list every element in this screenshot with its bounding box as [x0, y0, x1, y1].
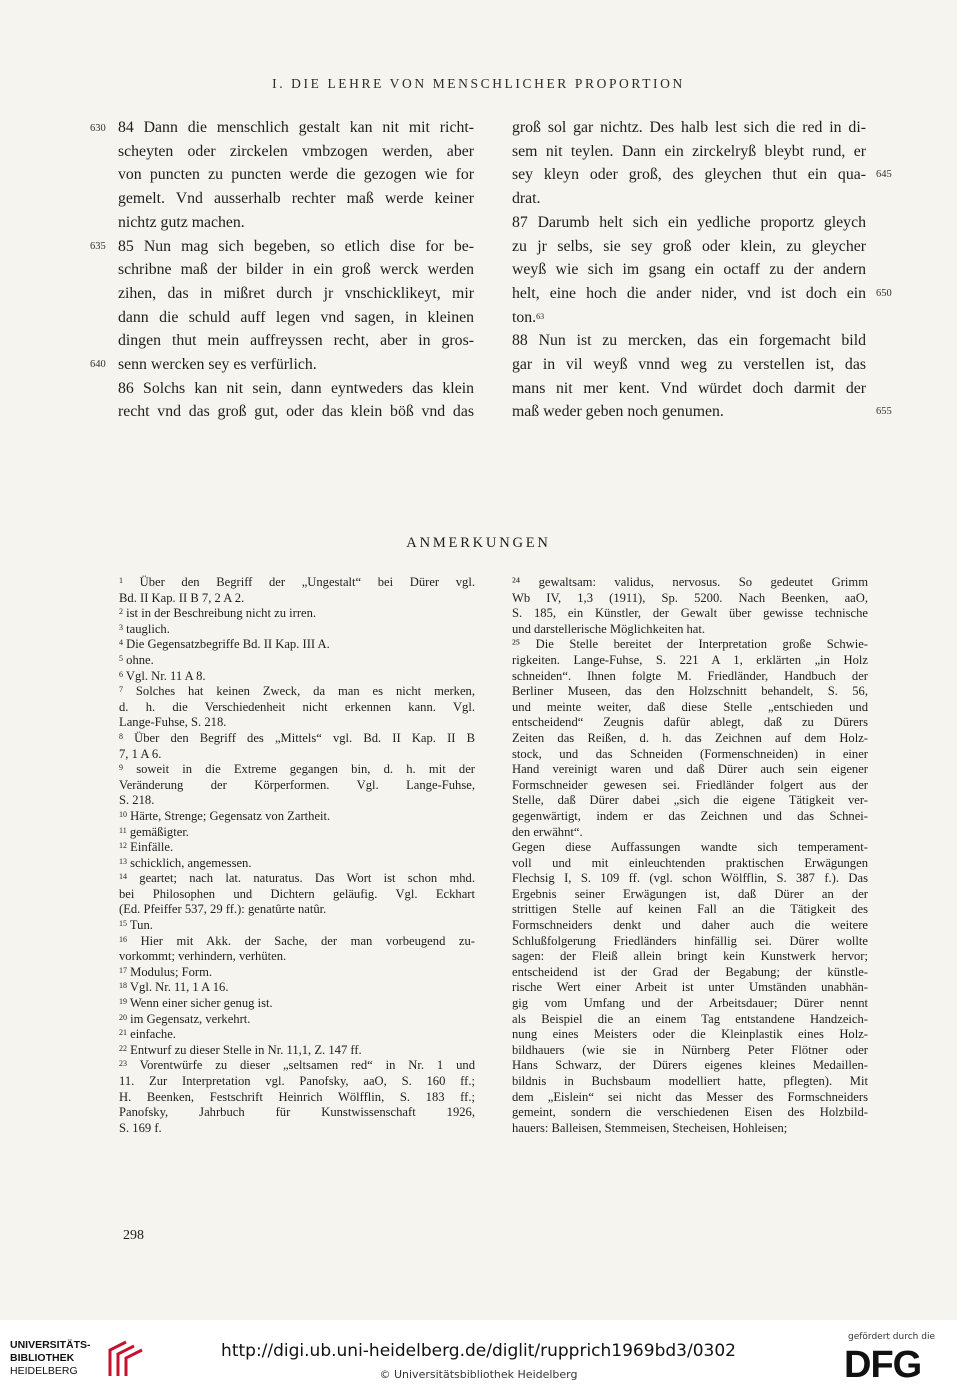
footnote-line: [119, 1090, 475, 1106]
footnote-text: schicklich, angemessen.: [130, 855, 252, 870]
footnote-text: 7, 1 A 6.: [119, 746, 162, 761]
footnote-line: [119, 902, 475, 918]
footnote-line: Ergebnis seiner Erwägungen ist, daß Dürer an der: [512, 886, 868, 901]
footnote-line: [119, 591, 475, 607]
text-line: sey kleyn oder groß, des gleychen thut ein qua-: [512, 166, 866, 184]
footnote-text: ist in der Beschreibung nicht zu irren.: [126, 606, 317, 621]
footnote-number: 17: [119, 965, 127, 975]
footnote-line: [119, 669, 475, 685]
text-line: mans nit mer kent. Vnd würdet doch darmit der: [512, 379, 866, 397]
text-line: helt, eine hoch die ander nider, vnd ist doch ein: [512, 284, 866, 302]
footnote-line: [119, 1105, 475, 1121]
library-name-line1: UNIVERSITÄTS-: [10, 1339, 91, 1351]
footnote-text: gemäßigter.: [129, 824, 189, 839]
footnote-ref-63: 63: [536, 311, 545, 321]
footnote-line: den erwähnt“.: [512, 824, 583, 839]
text-line: maß weder geben noch genumen.: [512, 403, 724, 421]
footnote-text: Tun.: [129, 918, 153, 933]
footnote-text: Lange-Fuhse, S. 218.: [119, 715, 227, 730]
footnote-text: Wenn einer sicher genug ist.: [129, 996, 273, 1011]
footnote-text: soweit in die Extreme gegangen bin, d. h. mit der: [136, 762, 475, 777]
footnote-text: (Ed. Pfeiffer 537, 29 ff.): genatûrte natûr.: [119, 902, 327, 917]
footnote-number: 6: [119, 669, 123, 679]
library-name-line2: BIBLIOTHEK: [10, 1352, 75, 1364]
footnote-text: einfache.: [130, 1027, 176, 1042]
text-line: 85 Nun mag sich begeben, so etlich dise for be-: [118, 237, 474, 255]
footnote-number: 15: [119, 919, 127, 929]
footnote-line: [119, 684, 475, 700]
footnote-line: [119, 762, 475, 778]
footnote-line: Hand vereinigt waren und daß Dürer auch sein eigener: [512, 762, 868, 777]
text-line: gar in vil weyß vnnd weg zu verstellen ist, das: [512, 356, 866, 374]
footnote-line: [119, 731, 475, 747]
footnote-text: Vgl. Nr. 11, 1 A 16.: [129, 980, 229, 995]
footnote-line: dem „Eislein“ sei nicht das Messer des Formschneiders: [512, 1089, 868, 1104]
footnote-line: [119, 809, 475, 825]
footnote-line: [119, 653, 475, 669]
footnote-line: [119, 1043, 475, 1059]
footnote-text: Vorentwürfe zu dieser „seltsamen red“ in Nr. 1 und: [139, 1058, 475, 1073]
footnote-number: 22: [119, 1043, 127, 1053]
footnote-text: bei Philosophen und Dichtern geläufig. Vgl. Eckhart: [119, 886, 475, 901]
footnote-text: Einfälle.: [130, 840, 174, 855]
footnote-text: im Gegensatz, verkehrt.: [130, 1011, 251, 1026]
dfg-logo-text: DFG: [844, 1345, 922, 1381]
text-line: 88 Nun ist zu mercken, das ein forgemacht bild: [512, 332, 866, 350]
footnote-text: tauglich.: [126, 621, 170, 636]
page-number: 298: [123, 1228, 144, 1243]
footnote-line: Gegen diese Auffassungen wandte sich temperament-: [512, 840, 868, 855]
footnote-text: Modulus; Form.: [130, 964, 213, 979]
footnote-line: hauers: Balleisen, Stemmeisen, Stecheisen, Hohleisen;: [512, 1120, 788, 1135]
main-text-left-column: [118, 116, 474, 424]
footnote-text: 11. Zur Interpretation vgl. Panofsky, aaO, S. 160 ff.;: [119, 1074, 475, 1088]
footnote-number: 5: [119, 653, 123, 663]
footnote-line: [119, 856, 475, 872]
footnote-line: [119, 949, 475, 965]
footnote-line: stock, und das Schneiden (Formenschneiden) in einer: [512, 746, 868, 761]
main-text-right-column: [512, 116, 866, 424]
footnote-line: [119, 980, 475, 996]
footnote-text: Panofsky, Jahrbuch für Kunstwissenschaft 1926,: [119, 1105, 475, 1120]
footnote-number: 4: [119, 638, 123, 648]
footnote-line: bildnis in Buchsbaum modelliert hatte, pflegten). Mit: [512, 1074, 868, 1088]
footnote-line: strittigen Stelle auf keinen Fall an die Tätigkeit des: [512, 902, 868, 917]
footnote-line: Berliner Museen, das den Holzschnitt behandelt, S. 56,: [512, 684, 868, 699]
text-line: sem nit teylen. Dann ein zirckelryß bleybt rund, er: [512, 142, 866, 160]
footnote-line: [119, 1027, 475, 1043]
footnote-number: 16: [119, 934, 127, 944]
footnote-line: voll und mit einleuchtenden praktischen Erwägungen: [512, 855, 868, 870]
text-line: zu jr selbs, sie sey groß oder klein, zu gleycher: [512, 237, 866, 255]
footnote-number: 20: [119, 1012, 127, 1022]
text-line: groß sol gar nichtz. Des halb lest sich die red in di-: [512, 119, 866, 136]
footnote-line: gig vom Umfang und der Arbeitsdauer; Dürer nennt: [512, 996, 868, 1011]
footnote-number: 11: [119, 825, 127, 835]
footnote-number: 2: [119, 607, 123, 617]
footnote-line: [119, 1121, 475, 1137]
line-marker-630: 630: [90, 123, 106, 134]
footnote-line: [119, 747, 475, 763]
footnote-text: ohne.: [126, 652, 154, 667]
footnote-line: Schlußfolgerung Friedländers hinfällig sei. Dürer wollte: [512, 933, 868, 948]
footnote-text: Über den Begriff der „Ungestalt“ bei Dürer vgl.: [139, 575, 475, 589]
footnote-number: 9: [119, 763, 123, 773]
notes-left-column: [119, 575, 475, 1136]
footnote-number: 7: [119, 685, 123, 695]
footnote-line: entscheidend“ Zeugnis dafür ablegt, daß zu Dürers: [512, 715, 868, 730]
footnote-number: 12: [119, 841, 127, 851]
footnote-line: [119, 887, 475, 903]
notes-right-column: [512, 575, 868, 1136]
footnote-text: Solches hat keinen Zweck, da man es nicht merken,: [135, 684, 475, 699]
line-marker-635: 635: [90, 241, 106, 252]
dfg-logo: [842, 1345, 944, 1381]
footnote-number: 19: [119, 997, 127, 1007]
footnote-line: gegenwärtigt, indem er das Zeichnen und das Schnei-: [512, 808, 868, 823]
footnote-line: Hans Schwarz, der Dürers eigenes kleines Medaillen-: [512, 1058, 868, 1073]
footnote-line: schneiden“. Ihnen folgte M. Friedländer, Handbuch der: [512, 668, 868, 683]
text-line: dann die schuld auff legen vnd sagen, in kleinen: [118, 308, 474, 326]
text-line: von puncten zu puncten werde die gezogen wie for: [118, 166, 474, 184]
footnote-number: 1: [119, 576, 123, 585]
text-line: 86 Solchs kan nit sein, dann eyntweders das klein: [118, 379, 474, 397]
footnote-text: H. Beenken, Festschrift Heinrich Wölfflin, S. 183 ff.;: [119, 1089, 475, 1104]
footnote-number: 23: [119, 1059, 127, 1069]
footnote-number: 3: [119, 622, 123, 632]
text-line: weyß wie sich im gsang ein octaff zu der andern: [512, 261, 866, 279]
text-line: schribne maß der bilder in ein groß werck werden: [118, 261, 474, 279]
footnote-line: [119, 778, 475, 794]
text-line: senn wercken sey es verfürlich.: [118, 356, 317, 374]
footnote-line: Stelle, daß Dürer dabei „sich die eigene Tätigkeit ver-: [512, 793, 868, 808]
footnote-line: [119, 575, 475, 591]
footnote-line: entscheidend ist der Grad der Begabung; der künstle-: [512, 964, 868, 979]
footnote-number: 13: [119, 856, 127, 866]
footnote-line: Formschneiders denkt und daher auch die weitere: [512, 918, 868, 933]
footnote-line: Wb IV, 1,3 (1911), Sp. 5200. Nach Beenken, aaO,: [512, 590, 868, 605]
footnote-text: Vgl. Nr. 11 A 8.: [125, 668, 206, 683]
footnote-line: [119, 825, 475, 841]
footnote-line: nung eines Meisters oder die Kleinplastik eines Holz-: [512, 1027, 868, 1042]
text-line: zihen, das in mißret durch jr vnschicklikeyt, mir: [118, 284, 474, 302]
line-marker-650: 650: [876, 288, 892, 299]
footnote-line: [119, 1074, 475, 1090]
footnote-text: d. h. die Verschiedenheit nicht erkennen kann. Vgl.: [119, 699, 475, 714]
footnote-text: Härte, Strenge; Gegensatz von Zartheit.: [130, 808, 331, 823]
footnote-line: [119, 1058, 475, 1074]
footnote-line: [119, 965, 475, 981]
footnote-text: Veränderung der Körperformen. Vgl. Lange-Fuhse,: [119, 777, 475, 792]
footnote-line: rigkeiten. Lange-Fuhse, S. 221 A 1, erklärten „in Holz: [512, 652, 868, 667]
footnote-line: [119, 871, 475, 887]
library-name-line3: HEIDELBERG: [10, 1365, 78, 1377]
footnote-line: Formschneider gewesen sei. Friedländer folgert aus der: [512, 777, 868, 792]
text-line: scheyten oder zirckelen vmbzogen werden, aber: [118, 142, 474, 160]
footnote-text: S. 169 f.: [119, 1120, 162, 1135]
line-marker-655: 655: [876, 406, 892, 417]
footnote-number: 21: [119, 1028, 127, 1038]
footnote-line: Flechsig I, S. 109 ff. (vgl. schon Wölfflin, S. 387 f.). Das: [512, 871, 868, 886]
footnote-line: [119, 700, 475, 716]
text-line: 87 Darumb helt sich ein yedliche proportz gleych: [512, 213, 866, 231]
footnote-line: und meinte weiter, daß diese Stelle „entschieden und: [512, 699, 868, 714]
footnote-line: sagen: der Fleiß allein bringt kein Kunstwerk hervor;: [512, 949, 868, 964]
footnote-line: [119, 793, 475, 809]
footnote-line: [119, 622, 475, 638]
text-line: drat.: [512, 190, 541, 208]
text-line: 84 Dann die menschlich gestalt kan nit mit richt-: [118, 119, 474, 136]
funding-note: gefördert durch die: [848, 1332, 935, 1342]
footnote-number: 10: [119, 809, 127, 819]
text-line: recht vnd das groß gut, oder das klein böß vnd das: [118, 403, 474, 421]
footnote-number: 14: [119, 872, 127, 882]
footnote-line: ²⁵ Die Stelle bereitet der Interpretation große Schwie-: [512, 637, 868, 652]
footnote-text: S. 218.: [119, 793, 155, 808]
copyright-notice: © Universitätsbibliothek Heidelberg: [379, 1368, 578, 1381]
text-line: dingen thut mein auffreyssen recht, aber in gros-: [118, 332, 474, 350]
footnote-line: bildhauers (wie sie in Nürnberg Peter Flötner oder: [512, 1042, 868, 1057]
footnote-number: 18: [119, 981, 127, 991]
footnote-line: Zeiten das Reißen, d. h. das Zeichnen auf dem Holz-: [512, 730, 868, 745]
footnote-line: [119, 996, 475, 1012]
footnote-text: Entwurf zu dieser Stelle in Nr. 11,1, Z. 147 ff.: [130, 1042, 362, 1057]
footnote-text: vorkommt; verhindern, verhüten.: [119, 949, 287, 964]
permalink-url[interactable]: http://digi.ub.uni-heidelberg.de/diglit/rupprich1969bd3/0302: [221, 1341, 736, 1361]
text-line: gemelt. Vnd ausserhalb rechter maß werde keiner: [118, 190, 474, 208]
footnote-line: S. 185, ein Künstler, der Gewalt über gewisse technische: [512, 606, 868, 621]
line-marker-645: 645: [876, 169, 892, 180]
footnote-line: [119, 840, 475, 856]
footnote-text: geartet; nach lat. naturatus. Das Wort ist schon mhd.: [139, 871, 475, 886]
footnote-text: Hier mit Akk. der Sache, der man vorbeugend zu-: [140, 933, 476, 948]
text-line: nichtz gutz machen.: [118, 213, 245, 231]
footnote-line: [119, 606, 475, 622]
footnote-text: Die Gegensatzbegriffe Bd. II Kap. III A.: [126, 637, 330, 652]
line-marker-640: 640: [90, 359, 106, 370]
text-line: ton.$^{63}$: [512, 308, 545, 326]
footnote-line: [119, 918, 475, 934]
footnote-line: [119, 715, 475, 731]
footnote-text: Über den Begriff des „Mittels“ vgl. Bd. II Kap. II B: [134, 730, 475, 745]
footnote-line: [119, 637, 475, 653]
footnote-line: [119, 1012, 475, 1028]
footnote-line: und darstellerische Möglichkeiten hat.: [512, 621, 706, 636]
running-header: I. DIE LEHRE VON MENSCHLICHER PROPORTION: [272, 76, 685, 91]
footnote-number: 8: [119, 731, 123, 741]
section-title: ANMERKUNGEN: [406, 535, 551, 551]
footnote-line: rische Wert einer Arbeit ist unter Umständen unabhän-: [512, 980, 868, 995]
footnote-text: Bd. II Kap. II B 7, 2 A 2.: [119, 590, 245, 605]
footnote-line: ²⁴ gewaltsam: validus, nervosus. So gedeutet Grimm: [512, 575, 868, 589]
footnote-line: [119, 934, 475, 950]
footnote-line: als Beispiel die an einem Tag entstandene Handzeich-: [512, 1011, 868, 1026]
footnote-line: gemeint, sondern die verschiedenen Eisen des Holzbild-: [512, 1105, 868, 1120]
